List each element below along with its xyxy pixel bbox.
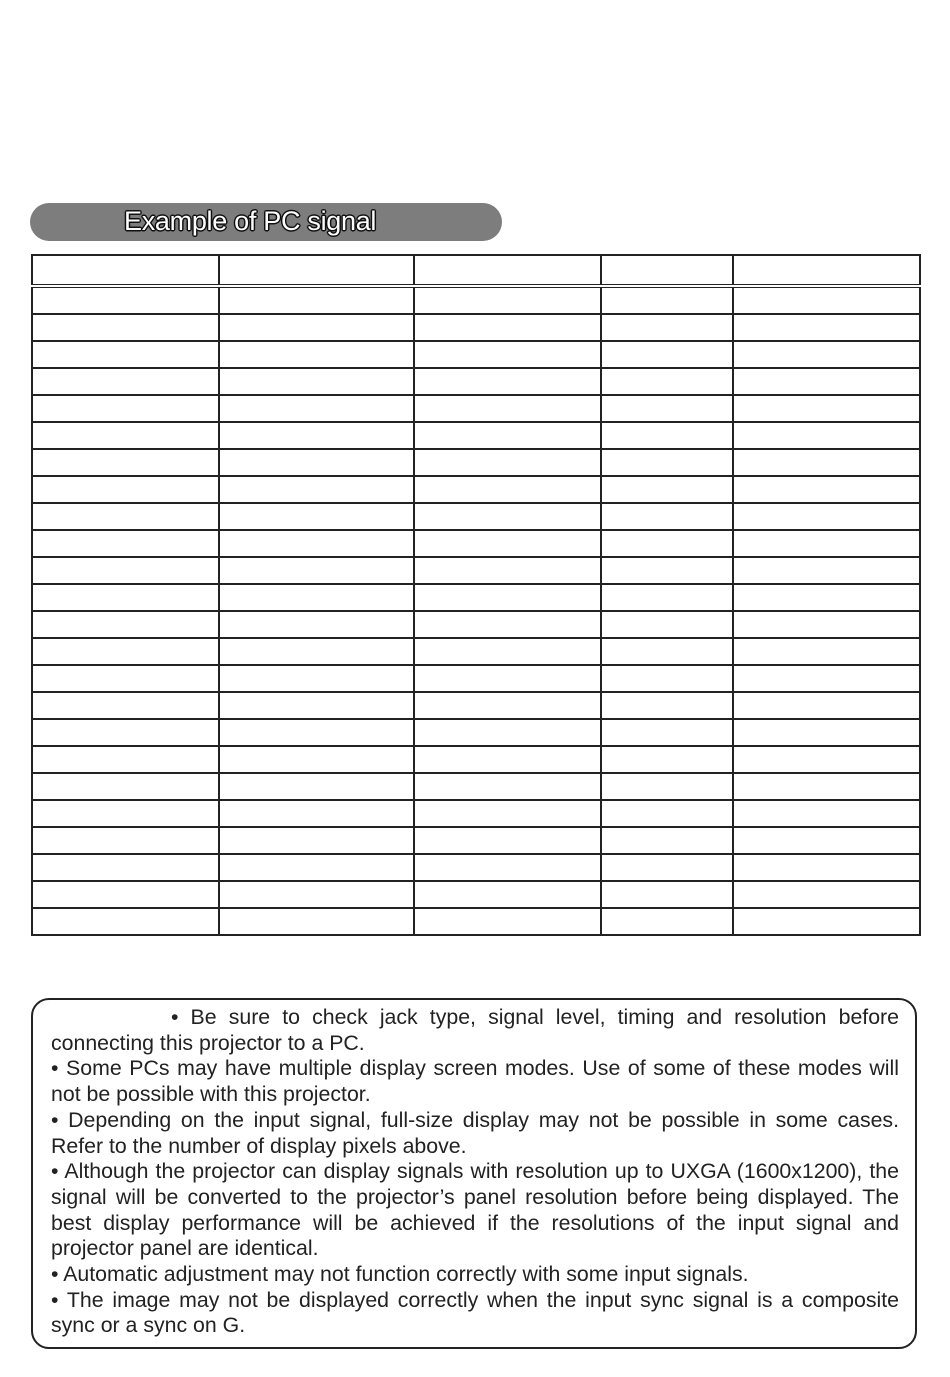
table-cell	[219, 638, 414, 665]
note-item: • Although the projector can display signals with resolution up to UXGA (1600x1200), the signal will be converted to the projector’s panel resolution before being displayed. The best display performance will be achieved if the resolutions of the input signal and projector panel are identical.	[51, 1159, 899, 1261]
table-row	[32, 827, 920, 854]
table-row	[32, 638, 920, 665]
table-cell	[32, 395, 219, 422]
table-cell	[414, 881, 601, 908]
table-cell	[414, 422, 601, 449]
table-cell	[733, 773, 920, 800]
table-cell	[32, 341, 219, 368]
table-cell	[733, 800, 920, 827]
table-cell	[219, 368, 414, 395]
table-cell	[601, 314, 733, 341]
table-cell	[733, 881, 920, 908]
table-cell	[414, 800, 601, 827]
table-cell	[414, 692, 601, 719]
table-cell	[601, 255, 733, 286]
table-cell	[733, 255, 920, 286]
table-cell	[601, 800, 733, 827]
table-cell	[32, 422, 219, 449]
table-cell	[601, 395, 733, 422]
table-cell	[32, 719, 219, 746]
table-cell	[601, 557, 733, 584]
table-cell	[414, 773, 601, 800]
table-cell	[733, 827, 920, 854]
note-item: • The image may not be displayed correctly when the input sync signal is a composite sync or a sync on G.	[51, 1287, 899, 1338]
table-row	[32, 341, 920, 368]
table-cell	[219, 449, 414, 476]
table-cell	[601, 773, 733, 800]
table-cell	[219, 422, 414, 449]
table-cell	[733, 476, 920, 503]
table-cell	[32, 557, 219, 584]
note-item: • Depending on the input signal, full-size display may not be possible in some cases. Refer to the number of display pixels above.	[51, 1107, 899, 1158]
table-cell	[219, 611, 414, 638]
table-row	[32, 719, 920, 746]
table-cell	[219, 908, 414, 935]
table-cell	[414, 854, 601, 881]
table-cell	[733, 422, 920, 449]
table-cell	[219, 746, 414, 773]
table-row	[32, 773, 920, 800]
table-cell	[219, 314, 414, 341]
table-cell	[733, 395, 920, 422]
table-cell	[601, 449, 733, 476]
table-cell	[32, 503, 219, 530]
table-cell	[32, 476, 219, 503]
table-cell	[414, 827, 601, 854]
table-cell	[32, 584, 219, 611]
table-cell	[414, 255, 601, 286]
table-cell	[601, 503, 733, 530]
table-cell	[733, 557, 920, 584]
table-cell	[32, 368, 219, 395]
section-title: Example of PC signal	[124, 206, 377, 236]
table-cell	[414, 719, 601, 746]
table-row	[32, 476, 920, 503]
table-cell	[414, 611, 601, 638]
table-cell	[733, 530, 920, 557]
table-cell	[733, 638, 920, 665]
section-header	[30, 203, 502, 241]
table-cell	[733, 854, 920, 881]
table-cell	[219, 584, 414, 611]
table-cell	[219, 827, 414, 854]
table-cell	[733, 503, 920, 530]
table-cell	[601, 746, 733, 773]
table-cell	[219, 476, 414, 503]
table-row	[32, 665, 920, 692]
table-cell	[601, 665, 733, 692]
table-cell	[733, 692, 920, 719]
table-row	[32, 530, 920, 557]
table-cell	[601, 719, 733, 746]
table-row	[32, 314, 920, 341]
table-cell	[414, 584, 601, 611]
table-cell	[733, 665, 920, 692]
table-cell	[32, 314, 219, 341]
table-cell	[32, 255, 219, 286]
table-cell	[219, 341, 414, 368]
table-cell	[32, 692, 219, 719]
table-cell	[414, 746, 601, 773]
table-row	[32, 746, 920, 773]
table-cell	[601, 584, 733, 611]
table-cell	[733, 449, 920, 476]
table-cell	[601, 881, 733, 908]
table-cell	[733, 341, 920, 368]
table-cell	[601, 827, 733, 854]
table-cell	[219, 395, 414, 422]
table-cell	[733, 611, 920, 638]
table-cell	[219, 255, 414, 286]
table-cell	[414, 530, 601, 557]
table-cell	[414, 395, 601, 422]
table-cell	[219, 881, 414, 908]
table-row	[32, 503, 920, 530]
table-cell	[733, 286, 920, 314]
table-cell	[32, 881, 219, 908]
table-cell	[32, 827, 219, 854]
table-cell	[414, 665, 601, 692]
table-cell	[414, 449, 601, 476]
table-cell	[733, 584, 920, 611]
table-cell	[733, 746, 920, 773]
table-cell	[32, 638, 219, 665]
table-cell	[733, 314, 920, 341]
table-row	[32, 286, 920, 314]
table-cell	[601, 530, 733, 557]
table-row	[32, 692, 920, 719]
table-cell	[601, 638, 733, 665]
table-cell	[219, 503, 414, 530]
table-row	[32, 881, 920, 908]
table-cell	[414, 908, 601, 935]
table-cell	[414, 638, 601, 665]
table-row	[32, 449, 920, 476]
table-cell	[32, 611, 219, 638]
table-cell	[414, 557, 601, 584]
table-cell	[219, 800, 414, 827]
table-row	[32, 368, 920, 395]
table-cell	[414, 503, 601, 530]
table-cell	[219, 854, 414, 881]
note-item: • Be sure to check jack type, signal level, timing and resolution before connecting this projector to a PC.	[51, 1005, 899, 1055]
table-cell	[219, 557, 414, 584]
table-cell	[601, 476, 733, 503]
table-cell	[219, 286, 414, 314]
table-cell	[32, 665, 219, 692]
table-cell	[414, 341, 601, 368]
table-cell	[601, 368, 733, 395]
table-cell	[219, 773, 414, 800]
table-cell	[414, 368, 601, 395]
table-cell	[414, 314, 601, 341]
table-row	[32, 395, 920, 422]
table-row	[32, 854, 920, 881]
table-cell	[414, 476, 601, 503]
table-cell	[601, 908, 733, 935]
table-cell	[32, 746, 219, 773]
notes-box	[31, 998, 917, 1349]
table-row	[32, 611, 920, 638]
table-cell	[733, 719, 920, 746]
table-cell	[601, 692, 733, 719]
table-cell	[601, 611, 733, 638]
table-cell	[733, 908, 920, 935]
table-cell	[32, 854, 219, 881]
table-cell	[32, 800, 219, 827]
table-row	[32, 800, 920, 827]
table-cell	[414, 286, 601, 314]
table-cell	[601, 422, 733, 449]
note-item: • Some PCs may have multiple display screen modes. Use of some of these modes will not be possible with this projector.	[51, 1056, 899, 1107]
table-cell	[219, 665, 414, 692]
table-row	[32, 584, 920, 611]
table-cell	[219, 530, 414, 557]
table-cell	[32, 286, 219, 314]
table-cell	[733, 368, 920, 395]
table-cell	[601, 341, 733, 368]
table-cell	[601, 286, 733, 314]
table-cell	[32, 908, 219, 935]
table-cell	[219, 692, 414, 719]
table-row	[32, 557, 920, 584]
table-cell	[601, 854, 733, 881]
table-header-row	[32, 255, 920, 286]
table-cell	[219, 719, 414, 746]
note-item: • Automatic adjustment may not function correctly with some input signals.	[51, 1262, 749, 1287]
table-cell	[32, 530, 219, 557]
pc-signal-table	[31, 254, 921, 936]
table-row	[32, 422, 920, 449]
table-cell	[32, 773, 219, 800]
table-row	[32, 908, 920, 935]
table-cell	[32, 449, 219, 476]
